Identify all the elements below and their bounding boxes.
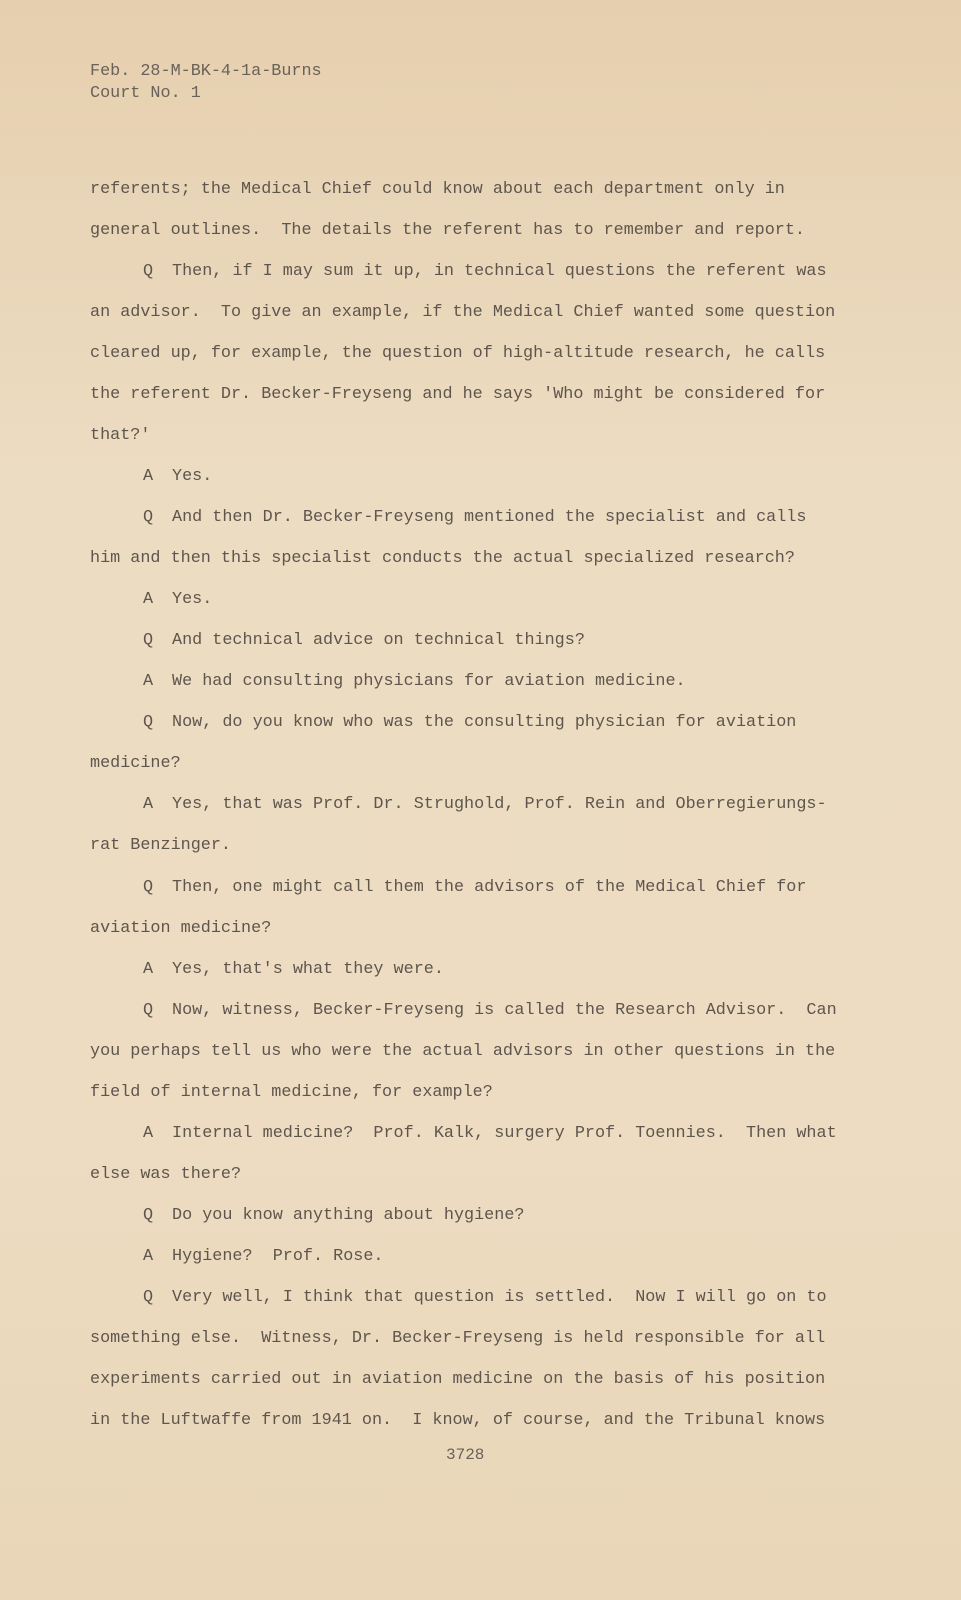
transcript-line [143, 1001, 837, 1021]
transcript-line [90, 426, 150, 446]
line-text: Yes, that's what they were. [172, 959, 444, 979]
transcript-line [90, 1083, 493, 1103]
transcript-line [90, 180, 785, 200]
transcript-line [143, 508, 806, 528]
line-text: general outlines. The details the referent has to remember and report. [90, 221, 805, 241]
court-number: Court No. 1 [90, 84, 201, 103]
line-text: experiments carried out in aviation medicine on the basis of his position [90, 1369, 826, 1389]
transcript-line [90, 1329, 825, 1349]
line-text: We had consulting physicians for aviation medicine. [172, 672, 686, 692]
transcript-line [90, 344, 825, 364]
speaker-marker: Q [143, 877, 154, 897]
transcript-line [143, 590, 212, 610]
transcript-line [143, 631, 585, 651]
transcript-line [90, 221, 805, 241]
transcript-line [90, 549, 795, 569]
transcript-line [90, 385, 825, 405]
transcript-line [90, 1411, 825, 1431]
transcript-line [90, 1165, 241, 1185]
transcript-line [90, 303, 835, 323]
line-text: else was there? [90, 1164, 242, 1184]
transcript-line [143, 1288, 827, 1308]
line-text: something else. Witness, Dr. Becker-Freyseng is held responsible for all [90, 1328, 826, 1348]
line-text: Now, witness, Becker-Freyseng is called the Research Advisor. Can [172, 1000, 837, 1020]
line-text: Very well, I think that question is settled. Now I will go on to [172, 1287, 827, 1307]
line-text: Yes. [172, 467, 213, 487]
line-text: him and then this specialist conducts the actual specialized research? [90, 549, 795, 569]
line-text: rat Benzinger. [90, 836, 231, 856]
speaker-marker: Q [143, 262, 154, 282]
transcript-line [90, 836, 231, 856]
line-text: Then, one might call them the advisors of the Medical Chief for [172, 877, 807, 897]
speaker-marker: Q [143, 1287, 154, 1307]
speaker-marker: Q [143, 508, 154, 528]
transcript-line [90, 919, 271, 939]
page-number: 3728 [446, 1446, 485, 1464]
line-text: in the Luftwaffe from 1941 on. I know, of course, and the Tribunal knows [90, 1410, 826, 1430]
line-text: And then Dr. Becker-Freyseng mentioned the specialist and calls [172, 508, 807, 528]
speaker-marker: A [143, 1246, 154, 1266]
line-text: And technical advice on technical things? [172, 631, 585, 651]
speaker-marker: Q [143, 631, 154, 651]
speaker-marker: A [143, 959, 154, 979]
transcript-line [143, 467, 212, 487]
line-text: Hygiene? Prof. Rose. [172, 1246, 384, 1266]
transcript-line [143, 713, 796, 733]
line-text: Internal medicine? Prof. Kalk, surgery Prof. Toennies. Then what [172, 1123, 837, 1143]
line-text: Now, do you know who was the consulting physician for aviation [172, 713, 797, 733]
line-text: cleared up, for example, the question of high-altitude research, he calls [90, 344, 826, 364]
transcript-line [90, 754, 181, 774]
transcript-line [143, 878, 806, 898]
line-text: you perhaps tell us who were the actual advisors in other questions in the [90, 1041, 836, 1061]
line-text: referents; the Medical Chief could know about each department only in [90, 180, 785, 199]
transcript-line [143, 1206, 524, 1226]
speaker-marker: A [143, 672, 154, 692]
transcript-line [143, 262, 827, 282]
document-reference: Feb. 28-M-BK-4-1a-Burns [90, 62, 322, 81]
transcript-line [143, 960, 444, 980]
transcript-line [90, 1042, 835, 1062]
line-text: Do you know anything about hygiene? [172, 1205, 525, 1225]
speaker-marker: A [143, 590, 154, 610]
line-text: that?' [90, 426, 151, 446]
speaker-marker: A [143, 467, 154, 487]
line-text: the referent Dr. Becker-Freyseng and he says 'Who might be considered for [90, 385, 826, 405]
line-text: aviation medicine? [90, 918, 272, 938]
speaker-marker: Q [143, 1205, 154, 1225]
transcript-line [90, 1370, 825, 1390]
line-text: Then, if I may sum it up, in technical questions the referent was [172, 262, 827, 282]
speaker-marker: Q [143, 713, 154, 733]
line-text: Yes. [172, 590, 213, 610]
line-text: Yes, that was Prof. Dr. Strughold, Prof. Rein and Oberregierungs- [172, 795, 827, 815]
line-text: medicine? [90, 754, 181, 774]
speaker-marker: A [143, 795, 154, 815]
speaker-marker: A [143, 1123, 154, 1143]
transcript-line [143, 1124, 837, 1144]
line-text: field of internal medicine, for example? [90, 1082, 493, 1102]
transcript-line [143, 795, 827, 815]
transcript-line [143, 672, 686, 692]
speaker-marker: Q [143, 1000, 154, 1020]
line-text: an advisor. To give an example, if the Medical Chief wanted some question [90, 303, 836, 323]
transcript-line [143, 1247, 383, 1267]
